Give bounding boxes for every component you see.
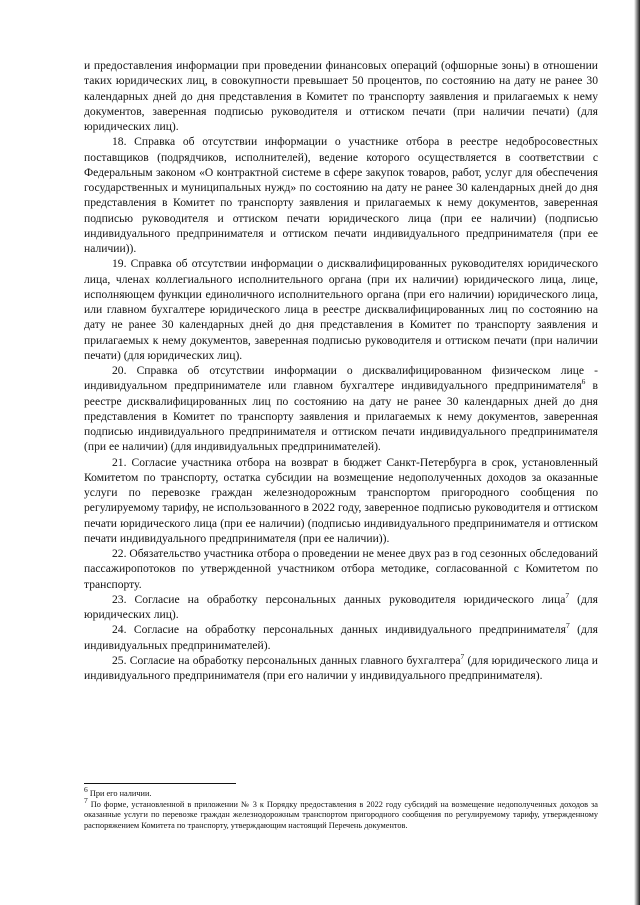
paragraph-text-continuation: (для юридического лица и индивидуального предпринимателя (при его наличии у индивидуального предпринимателя).	[84, 653, 598, 682]
paragraph-text: 22. Обязательство участника отбора о проведении не менее двух раз в год сезонных обследований пассажиропотоков по утвержденной участником отбора методике, согласованной с Комитетом по транспорту.	[84, 547, 598, 591]
document-body	[84, 58, 598, 683]
document-paragraph	[84, 546, 598, 592]
paragraph-text-continuation: (для индивидуальных предпринимателей).	[84, 623, 598, 652]
footnote-mark: 7	[84, 795, 88, 805]
scan-edge-shadow	[634, 0, 640, 905]
footnote-reference: 7	[565, 621, 570, 631]
document-paragraph	[84, 134, 598, 256]
document-paragraph	[84, 592, 598, 623]
footnote-text: По форме, установленной в приложении № 3 к Порядку предоставления в 2022 году субсидий на возмещение недополученных доходов за оказанные услуги по перевозке граждан железнодорожным транспортом пригородного сообщения по регулируемому тарифу, утвержденному распоряжением Комитета по транспорту, утверждающим настоящий Перечень документов.	[84, 799, 598, 830]
paragraph-text-continuation: (для юридических лиц).	[84, 592, 598, 621]
document-paragraph	[84, 622, 598, 653]
document-paragraph	[84, 455, 598, 547]
paragraph-text-continuation: в реестре дисквалифицированных лиц по состоянию на дату не ранее 30 календарных дней до дня представления в Комитет по транспорту заявления и прилагаемых к нему документов, заверенная подписью индивидуального предпринимателя и оттиском печати индивидуального предпринимателя (при ее наличии) (для индивидуальных предпринимателей).	[84, 379, 598, 454]
footnote-reference: 7	[460, 651, 465, 661]
document-paragraph	[84, 653, 598, 684]
footnote	[84, 785, 598, 800]
footnote-text: При его наличии.	[87, 789, 152, 798]
paragraph-text: 23. Согласие на обработку персональных данных руководителя юридического лица	[112, 592, 566, 606]
paragraph-text: 24. Согласие на обработку персональных данных индивидуального предпринимателя	[112, 623, 566, 637]
document-paragraph	[84, 58, 598, 134]
paragraph-text: 20. Справка об отсутствии информации о дисквалифицированном физическом лице - индивидуальном предпринимателе или главном бухгалтере индивидуального предпринимателя	[84, 364, 598, 393]
document-paragraph	[84, 256, 598, 363]
footnote-reference: 7	[565, 590, 570, 600]
footnote-mark: 6	[84, 785, 88, 795]
footnote-divider	[84, 783, 236, 784]
paragraph-text: 21. Согласие участника отбора на возврат в бюджет Санкт-Петербурга в срок, установленный Комитетом по транспорту, остатка субсидии на возмещение недополученных доходов за оказанные услуги по перевозке граждан железнодорожным транспортом пригородного сообщения по регулируемому тарифу, не использованного в 2022 году, заверенное подписью руководителя и оттиском печати юридического лица (при ее наличии) (подписью индивидуального предпринимателя и оттиском печати индивидуального предпринимателя (при ее наличии)).	[84, 455, 598, 545]
paragraph-text: 25. Согласие на обработку персональных данных главного бухгалтера	[112, 653, 461, 667]
footnote-reference: 6	[581, 377, 586, 387]
document-paragraph	[84, 363, 598, 455]
paragraph-text: 19. Справка об отсутствии информации о дисквалифицированных руководителях юридического лица, членах коллегиального исполнительного органа (при их наличии) юридического лица, лице, исполняющем функции единоличного исполнительного органа (при его наличии) юридического лица, или главном бухгалтере юридического лица в реестре дисквалифицированных лиц по состоянию на дату не ранее 30 календарных дней до дня представления в Комитет по транспорту заявления и прилагаемых к нему документов, заверенная подписью руководителя и оттиском печати (при наличии печати) (для юридических лиц).	[84, 257, 598, 362]
paragraph-text: и предоставления информации при проведении финансовых операций (офшорные зоны) в отношении таких юридических лиц, в совокупности превышает 50 процентов, по состоянию на дату не ранее 30 календарных дней до дня представления в Комитет по транспорту заявления и прилагаемых к нему документов, заверенная подписью руководителя и оттиском печати (при наличии печати) (для юридических лиц).	[84, 59, 598, 133]
paragraph-text: 18. Справка об отсутствии информации о участнике отбора в реестре недобросовестных поставщиков (подрядчиков, исполнителей), ведение которого осуществляется в соответствии с Федеральным законом «О контрактной системе в сфере закупок товаров, работ, услуг для обеспечения государственных и муниципальных нужд» по состоянию на дату не ранее 30 календарных дней до дня представления в Комитет по транспорту заявления и прилагаемых к нему документов, заверенная подписью руководителя и оттиском печати юридического лица (при ее наличии) (подписью индивидуального предпринимателя и оттиском печати индивидуального предпринимателя (при ее наличии)).	[84, 135, 598, 255]
footnotes-section	[84, 785, 598, 831]
footnote	[84, 795, 598, 832]
